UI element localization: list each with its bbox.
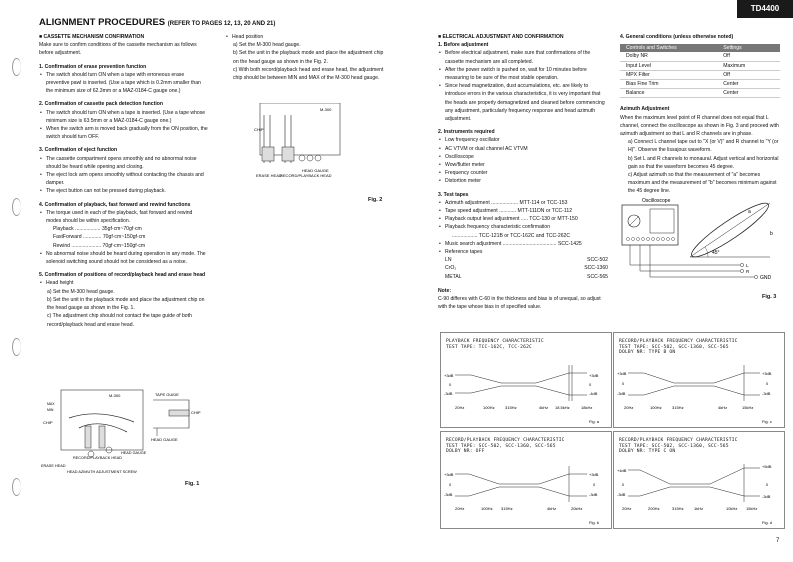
- tape-value: .................. TCC-121B or TCC-162C and TCC-262C: [452, 232, 571, 239]
- subheading: 3. Confirmation of eject function: [39, 147, 118, 154]
- tape-item: [445, 223, 608, 231]
- binder-hole: [12, 58, 21, 76]
- subheading: 3. Test tapes: [438, 191, 469, 198]
- chart-title: [619, 339, 738, 356]
- chart-title: [446, 438, 565, 455]
- chart-axis-label: 0: [766, 482, 769, 487]
- chart-title: [446, 339, 544, 350]
- step: c) The adjustment chip should not contact the tape guide of both record/playback head and erase head.: [47, 313, 192, 328]
- torque-rw: Rewind ..................... 70gf·cm~150gf·cm: [53, 242, 146, 249]
- table-cell: Balance: [620, 89, 717, 98]
- bullet: • The switch should turn ON when a tape is inserted. (Use a tape whose minimum size is 63.5mm or a MAZ-0184-C gauge one.): [46, 109, 209, 125]
- page-title: [39, 17, 275, 28]
- section-heading: ■ ELECTRICAL ADJUSTMENT AND CONFIRMATION: [438, 34, 564, 40]
- chart-tick: 10kHz: [726, 506, 738, 511]
- fig1-diagram: [39, 388, 219, 488]
- fig1-rp-head-label: RECORD/PLAYBACK HEAD: [73, 456, 122, 460]
- chart-tick: 20Hz: [622, 506, 632, 511]
- chart-tick: 4kHz: [547, 506, 557, 511]
- chart-title-line: DOLBY NR: TYPE B ON: [619, 350, 676, 355]
- instrument-item: • AC VTVM or dual channel AC VTVM: [445, 145, 608, 153]
- table-cell: Center: [717, 80, 780, 89]
- chart-axis-label: -3dB: [617, 391, 626, 396]
- chart-tick: 20Hz: [624, 405, 634, 410]
- page-title-text: ALIGNMENT PROCEDURES: [39, 17, 166, 28]
- fig1-azimuth-label: HEAD AZIMUTH ADJUSTMENT SCREW: [67, 470, 137, 474]
- chart-tick: 15kHz: [746, 506, 758, 511]
- bullet: • The switch should turn ON when a tape with erroneous erase preventive pawl is inserted. (Use a tape which is 0.2mm smaller than the minimum size of 62.3mm or a MAZ-0184-C gauge one.): [46, 71, 209, 96]
- chart-tick: 20kHz: [571, 506, 583, 511]
- chart-axis-label: +5dB: [762, 464, 772, 469]
- bullet: • The cassette compartment opens smoothly and no abnormal noise should be heard while opening and closing.: [46, 155, 209, 171]
- ref-tape-label: METAL: [445, 273, 462, 280]
- table-row: [620, 70, 780, 79]
- ref-tape-value: SCC-1360: [584, 265, 608, 272]
- chart-plot: [441, 361, 611, 427]
- tape-label: Azimuth adjustment: [445, 199, 490, 206]
- tape-value: TCC-130 or MTT-150: [529, 216, 578, 223]
- chart-axis-label: +3dB: [617, 371, 627, 376]
- ref-tape-row: [445, 273, 608, 281]
- fig1-head-gauge-label: HEAD GAUGE: [121, 451, 147, 455]
- ref-tape-label: LN: [445, 257, 452, 264]
- chart-tick: 315Hz: [505, 405, 517, 410]
- table-cell: MPX Filter: [620, 70, 717, 79]
- fig3-angle-label: 45°: [712, 250, 720, 256]
- ref-tape-value: SCC-565: [587, 273, 608, 280]
- bullet: • No abnormal noise should be heard during operation in any mode. The solenoid switching sound should not be considered as a noise.: [46, 250, 209, 266]
- fig3-oscilloscope-label: Oscilloscope: [642, 198, 671, 204]
- chart-title-line: TEST TAPE: SCC-502, SCC-1360, SCC-565: [619, 443, 729, 449]
- subheading: 4. Confirmation of playback, fast forward and rewind functions: [39, 201, 191, 208]
- binder-hole: [12, 338, 21, 356]
- binder-hole: [12, 478, 21, 496]
- instrument-item: • Distortion meter: [445, 177, 608, 185]
- step: a) Connect L channel tape out to "X (or V)" and R channel to "Y (or H)". Observe the lissajous waveform.: [628, 139, 779, 154]
- bullet: • The torque used in each of the playback, fast forward and rewind modes should be within specification.: [46, 209, 209, 225]
- head-position-section: [225, 33, 385, 82]
- tape-label: Music search adjustment: [445, 240, 502, 247]
- table-cell: Dolby NR: [620, 52, 717, 61]
- chart-tick: 20Hz: [455, 405, 465, 410]
- table-cell: Off: [717, 52, 780, 61]
- fig2-label: Fig. 2: [368, 197, 383, 203]
- bullet: • Head height: [46, 279, 209, 287]
- chart-title-line: TEST TAPE: TCC-162C, TCC-262C: [446, 344, 533, 350]
- chart-tick: 315Hz: [672, 506, 684, 511]
- page-number: 7: [776, 538, 780, 544]
- step: b) Set the unit in the playback mode and place the adjustment chip on the head gauge as shown in the Fig. 1.: [47, 296, 205, 312]
- fig2-diagram: [240, 103, 350, 188]
- chart-axis-label: +3dB: [762, 371, 772, 376]
- section-heading: ■ CASSETTE MECHANISM CONFIRMATION: [39, 34, 145, 40]
- chart-fig-label: Fig. d: [762, 520, 773, 525]
- chart-fig-label: Fig. b: [589, 520, 600, 525]
- chart-tick: 18.5kHz: [555, 405, 570, 410]
- torque-ff: FastForward ............. 70gf·cm~150gf·cm: [53, 234, 146, 241]
- fig3-diagram: [620, 195, 785, 295]
- chart-title-line: RECORD/PLAYBACK FREQUENCY CHARACTERISTIC: [619, 438, 738, 443]
- chart-fig-label: Fig. c: [762, 419, 772, 424]
- fig1-label: Fig. 1: [185, 481, 200, 487]
- chart-axis-label: +3dB: [589, 373, 599, 378]
- tape-item: • Reference tapes: [445, 248, 608, 256]
- chart-axis-label: 0: [622, 482, 625, 487]
- fig1-tape-guide-label: TAPE GUIDE: [155, 392, 179, 397]
- chart-tick: 18kHz: [581, 405, 593, 410]
- bullet: • When the switch arm is moved back gradually from the ON position, the switch should turn OFF.: [46, 125, 209, 141]
- fig2-m300-label: M-300: [320, 107, 332, 112]
- chart-tick: 100Hz: [481, 506, 493, 511]
- chart-axis-label: -3dB: [589, 492, 598, 497]
- tape-label: Playback frequency characteristic confirmation: [445, 224, 551, 231]
- bullet: • Head position: [232, 33, 385, 41]
- step: a) Set the M-300 head gauge.: [233, 42, 301, 49]
- chart-axis-label: -3dB: [444, 391, 453, 396]
- fig3-r-label: R: [746, 269, 750, 274]
- step: b) Set the unit in the playback mode and place the adjustment chip on the head gauge as shown in the Fig. 2.: [233, 50, 384, 65]
- chart-tick: 315Hz: [501, 506, 513, 511]
- table-row: [620, 89, 780, 98]
- chart-axis-label: 0: [449, 382, 452, 387]
- azimuth-text: When the maximum level point of R channel does not equal that L channel, connect the oscilloscope as shown in Fig. 3 and proceed with azimuth adjustment so that L and R channels are in phase.: [620, 114, 779, 138]
- bullet: • After the power switch is pushed on, wait for 10 minutes before measuring to be sure of the most stable operation.: [445, 66, 608, 82]
- table-cell: Off: [717, 70, 780, 79]
- table-row: [620, 61, 780, 70]
- tape-item: • Playback output level adjustment ..... TCC-130 or MTT-150: [445, 215, 608, 223]
- subheading: 1. Before adjustment: [438, 42, 489, 49]
- ref-tape-value: SCC-502: [587, 257, 608, 264]
- page-title-ref: (REFER TO PAGES 12, 13, 20 AND 21): [167, 21, 276, 27]
- chart-tick: 100Hz: [483, 405, 495, 410]
- chart-axis-label: +4dB: [617, 468, 627, 473]
- fig1-erase-head-label: ERASE HEAD: [41, 464, 66, 468]
- chart-axis-label: +3dB: [444, 472, 454, 477]
- tape-item: • Azimuth adjustment ................... MTT-114 or TCC-153: [445, 199, 608, 207]
- subheading: 2. Instruments required: [438, 129, 495, 136]
- fig1-max-label: MAX: [47, 402, 55, 406]
- freq-chart-d: [613, 431, 785, 529]
- tape-label: Playback output level adjustment: [445, 216, 520, 223]
- chart-axis-label: 0: [589, 382, 592, 387]
- chart-axis-label: +3dB: [444, 373, 454, 378]
- tape-item: • Music search adjustment ...................................... SCC-1425: [445, 240, 608, 248]
- fig3-gnd-label: GND: [760, 275, 772, 281]
- table-header: Settings: [717, 44, 780, 52]
- fig3-b-label: b: [770, 231, 773, 237]
- conditions-table: [620, 44, 780, 98]
- chart-title-line: TEST TAPE: SCC-502, SCC-1360, SCC-565: [446, 443, 556, 449]
- table-header: Controls and Switches: [620, 44, 717, 52]
- table-cell: Maximum: [717, 61, 780, 70]
- note-title: Note:: [438, 287, 452, 294]
- fig3-l-label: L: [746, 263, 749, 268]
- table-row: [620, 80, 780, 89]
- tape-value: MTT-111DN or TCC-112: [517, 208, 573, 215]
- tape-value-text: TCC-121B or TCC-162C and TCC-262C: [478, 232, 571, 239]
- table-cell: Center: [717, 89, 780, 98]
- fig1-m300-label: M-300: [109, 393, 121, 398]
- tape-item: • Tape speed adjustment ............ MTT-111DN or TCC-112: [445, 207, 608, 215]
- chart-axis-label: 0: [449, 482, 452, 487]
- chart-tick: 20Hz: [455, 506, 465, 511]
- instrument-item: • Wow/flutter meter: [445, 161, 608, 169]
- fig1-chip2-label: CHIP: [191, 410, 201, 415]
- tape-label: Tape speed adjustment: [445, 208, 498, 215]
- torque-playback: Playback .................. 35gf·cm~70gf·cm: [53, 226, 142, 233]
- chart-axis-label: 0: [766, 381, 769, 386]
- table-cell: Input Level: [620, 61, 717, 70]
- note-text: C-90 differes with C-60 in the thickness and bias is of unequal, so adjust with the tape whose bias in of specified value.: [438, 296, 601, 311]
- intro-text: Make sure to confirm conditions of the cassette mechanism as follows before adjustment.: [39, 42, 197, 57]
- step: b) Set L and R channels to monaural. Adjust vertical and horizontal gain so that the waveform becomes 45 degree.: [628, 155, 779, 170]
- fig2-chip-label: CHIP: [254, 127, 264, 132]
- electrical-section: [438, 33, 608, 312]
- step: a) Set the M-300 head gauge.: [47, 288, 115, 295]
- ref-tape-row: [445, 264, 608, 272]
- instrument-item: • Oscilloscope: [445, 153, 608, 161]
- instrument-item: • Low frequency oscillator: [445, 136, 608, 144]
- subheading: 2. Confirmation of cassette pack detection function: [39, 101, 163, 108]
- chart-axis-label: 0: [593, 482, 596, 487]
- instrument-item: • Frequency counter: [445, 169, 608, 177]
- freq-chart-a: [440, 332, 612, 428]
- fig2-erase-head-label: ERASE HEAD: [256, 173, 282, 178]
- chart-plot: [614, 462, 784, 528]
- chart-title-line: RECORD/PLAYBACK FREQUENCY CHARACTERISTIC: [619, 339, 738, 344]
- chart-title-line: RECORD/PLAYBACK FREQUENCY CHARACTERISTIC: [446, 438, 565, 443]
- fig2-rp-head-label: RECORD/PLAYBACK HEAD: [280, 173, 332, 178]
- chart-title-line: DOLBY NR: OFF: [446, 449, 485, 454]
- general-conditions-section: [620, 33, 780, 196]
- table-cell: Bias Fine Trim: [620, 80, 717, 89]
- chart-axis-label: 0: [622, 381, 625, 386]
- fig1-head-gauge2-label: HEAD GAUGE: [151, 437, 178, 442]
- chart-title-line: DOLBY NR: TYPE C ON: [619, 449, 676, 454]
- chart-fig-label: Fig. a: [589, 419, 600, 424]
- fig3-label: Fig. 3: [762, 294, 777, 300]
- chart-tick: 1kHz: [694, 506, 704, 511]
- chart-tick: 15kHz: [742, 405, 754, 410]
- chart-tick: 4kHz: [718, 405, 728, 410]
- chart-axis-label: -3dB: [762, 494, 771, 499]
- fig1-min-label: MIN: [47, 408, 54, 412]
- chart-tick: 315Hz: [672, 405, 684, 410]
- chart-tick: 100Hz: [650, 405, 662, 410]
- chart-title-line: TEST TAPE: SCC-502, SCC-1360, SCC-565: [619, 344, 729, 350]
- chart-axis-label: -3dB: [617, 492, 626, 497]
- binder-hole: [12, 198, 21, 216]
- chart-tick: 4kHz: [539, 405, 549, 410]
- ref-tape-label: CrO₂: [445, 265, 457, 272]
- fig3-a-label: a: [748, 209, 751, 215]
- chart-axis-label: -3dB: [762, 391, 771, 396]
- subheading: 1. Confirmation of erase prevention function: [39, 63, 147, 70]
- step: c) With both record/playback head and erase head, the adjustment chip should be between MIN and MAX of the M-300 head gauge.: [233, 66, 384, 82]
- tape-value: MTT-114 or TCC-153: [519, 199, 568, 206]
- step: c) Adjust azimuth so that the measurement of "a" becomes maximum and the measurement of "b" becomes minimum against the 45 degree line.: [628, 172, 777, 195]
- bullet: • The eject button can not be pressed during playback.: [46, 187, 209, 195]
- model-tag: TD4400: [737, 0, 793, 18]
- cassette-section: [39, 33, 209, 329]
- freq-chart-b: [440, 431, 612, 529]
- chart-plot: [441, 462, 611, 528]
- chart-title-line: PLAYBACK FREQUENCY CHARACTERISTIC: [446, 339, 544, 344]
- table-row: [620, 52, 780, 61]
- bullet: • Before electrical adjustment, make sure that confirmations of the cassette mechanism are all completed.: [445, 49, 608, 65]
- fig1-chip-label: CHIP: [43, 420, 53, 425]
- chart-title: [619, 438, 738, 455]
- bullet: • Since head magnetization, dust accumulations, etc. are likely to introduce errors in the various characteristics, it is very important that the heads are properly demagnetized and cleaned before commencing any adjustment, particularly frequency response and head azimuth adjustment.: [445, 82, 608, 123]
- freq-chart-c: [613, 332, 785, 428]
- subheading: 4. General conditions (unless otherwise noted): [620, 34, 734, 40]
- bullet: • The eject lock arm opens smoothly without contacting the chassis and damper.: [46, 171, 209, 187]
- tape-value: SCC-1425: [557, 240, 582, 247]
- chart-tick: 200Hz: [648, 506, 660, 511]
- chart-plot: [614, 361, 784, 427]
- chart-axis-label: -3dB: [444, 492, 453, 497]
- chart-axis-label: +3dB: [589, 472, 599, 477]
- ref-tape-row: [445, 256, 608, 264]
- subheading: Azimuth Adjustment: [620, 106, 670, 113]
- fig2-head-gauge-label: HEAD GAUGE: [302, 168, 329, 173]
- subheading: 5. Confirmation of positions of record/playback head and erase head: [39, 272, 206, 279]
- chart-axis-label: -4dB: [589, 391, 598, 396]
